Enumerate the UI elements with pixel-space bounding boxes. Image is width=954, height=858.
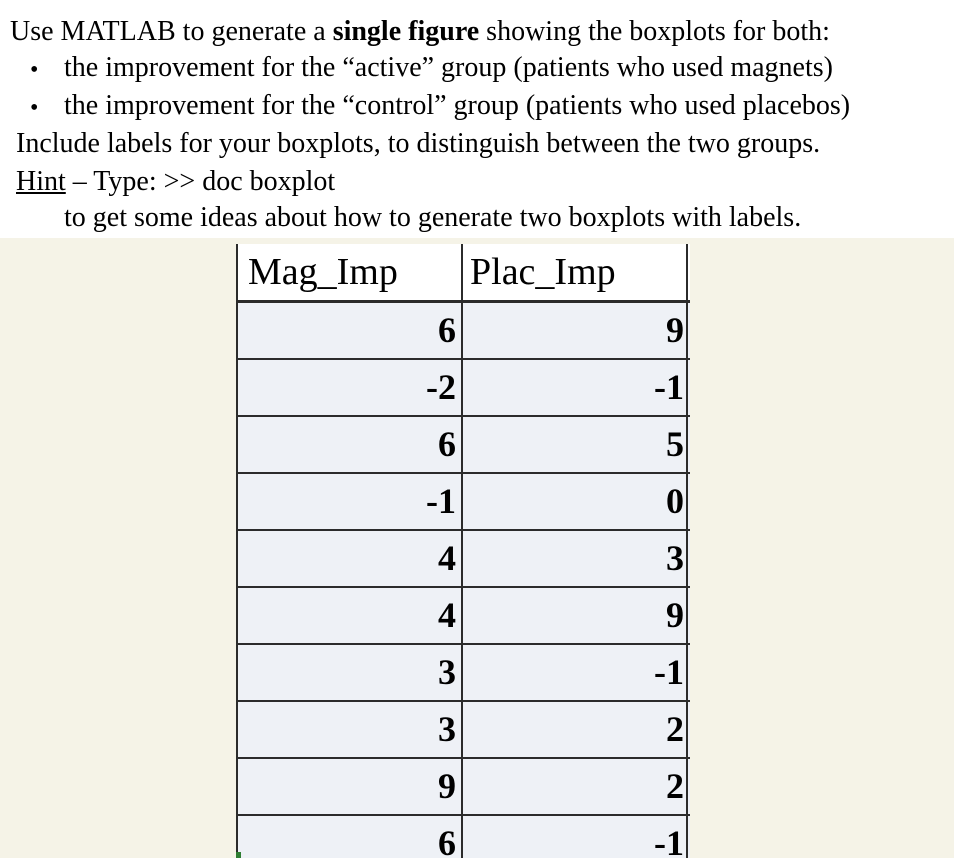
- bullet-icon: •: [30, 95, 39, 121]
- bullet-item-control: the improvement for the “control” group (patients who used placebos): [64, 90, 851, 121]
- intro-bold: single figure: [332, 16, 480, 47]
- cell-mag-imp[interactable]: 9: [438, 766, 456, 806]
- table-row: [236, 702, 690, 759]
- column-divider: [461, 244, 463, 858]
- cell-plac-imp[interactable]: 5: [666, 424, 684, 464]
- cell-plac-imp[interactable]: 2: [666, 709, 684, 749]
- cell-plac-imp[interactable]: -1: [654, 823, 684, 858]
- left-border: [236, 244, 238, 858]
- table-header-row: [236, 244, 690, 303]
- instructions-block: [0, 0, 954, 238]
- cell-plac-imp[interactable]: 0: [666, 481, 684, 521]
- intro-line: [10, 14, 830, 50]
- intro-prefix: Use MATLAB to generate a: [10, 16, 333, 47]
- cell-plac-imp[interactable]: 9: [666, 310, 684, 350]
- cell-plac-imp[interactable]: 3: [666, 538, 684, 578]
- intro-suffix: showing the boxplots for both:: [479, 16, 830, 47]
- cell-mag-imp[interactable]: 6: [438, 823, 456, 858]
- table-row: [236, 759, 690, 816]
- table-row: [236, 531, 690, 588]
- bullet-item-active: the improvement for the “active” group (patients who used magnets): [64, 52, 833, 83]
- cell-mag-imp[interactable]: 4: [438, 595, 456, 635]
- cell-mag-imp[interactable]: 3: [438, 652, 456, 692]
- table-row: [236, 645, 690, 702]
- table-row: [236, 417, 690, 474]
- labels-line: Include labels for your boxplots, to distinguish between the two groups.: [16, 128, 821, 159]
- hint-line-continued: to get some ideas about how to generate two boxplots with labels.: [64, 202, 802, 233]
- cell-mag-imp[interactable]: 6: [438, 310, 456, 350]
- hint-line: [16, 164, 335, 200]
- header-plac-imp[interactable]: Plac_Imp: [470, 251, 616, 293]
- cell-mag-imp[interactable]: 3: [438, 709, 456, 749]
- table-row: [236, 816, 690, 858]
- cell-plac-imp[interactable]: 2: [666, 766, 684, 806]
- table-row: [236, 474, 690, 531]
- cell-mag-imp[interactable]: -2: [426, 367, 456, 407]
- selection-marker: [236, 852, 241, 858]
- cell-plac-imp[interactable]: -1: [654, 367, 684, 407]
- cell-mag-imp[interactable]: -1: [426, 481, 456, 521]
- data-table: [236, 244, 690, 858]
- cell-mag-imp[interactable]: 6: [438, 424, 456, 464]
- bullet-icon: •: [30, 57, 39, 83]
- table-row: [236, 303, 690, 360]
- table-row: [236, 588, 690, 645]
- header-mag-imp[interactable]: Mag_Imp: [248, 251, 398, 293]
- cell-plac-imp[interactable]: -1: [654, 652, 684, 692]
- cell-plac-imp[interactable]: 9: [666, 595, 684, 635]
- hint-command: – Type: >> doc boxplot: [65, 166, 336, 197]
- cell-mag-imp[interactable]: 4: [438, 538, 456, 578]
- hint-word: Hint: [16, 166, 66, 197]
- right-border: [686, 244, 688, 858]
- table-row: [236, 360, 690, 417]
